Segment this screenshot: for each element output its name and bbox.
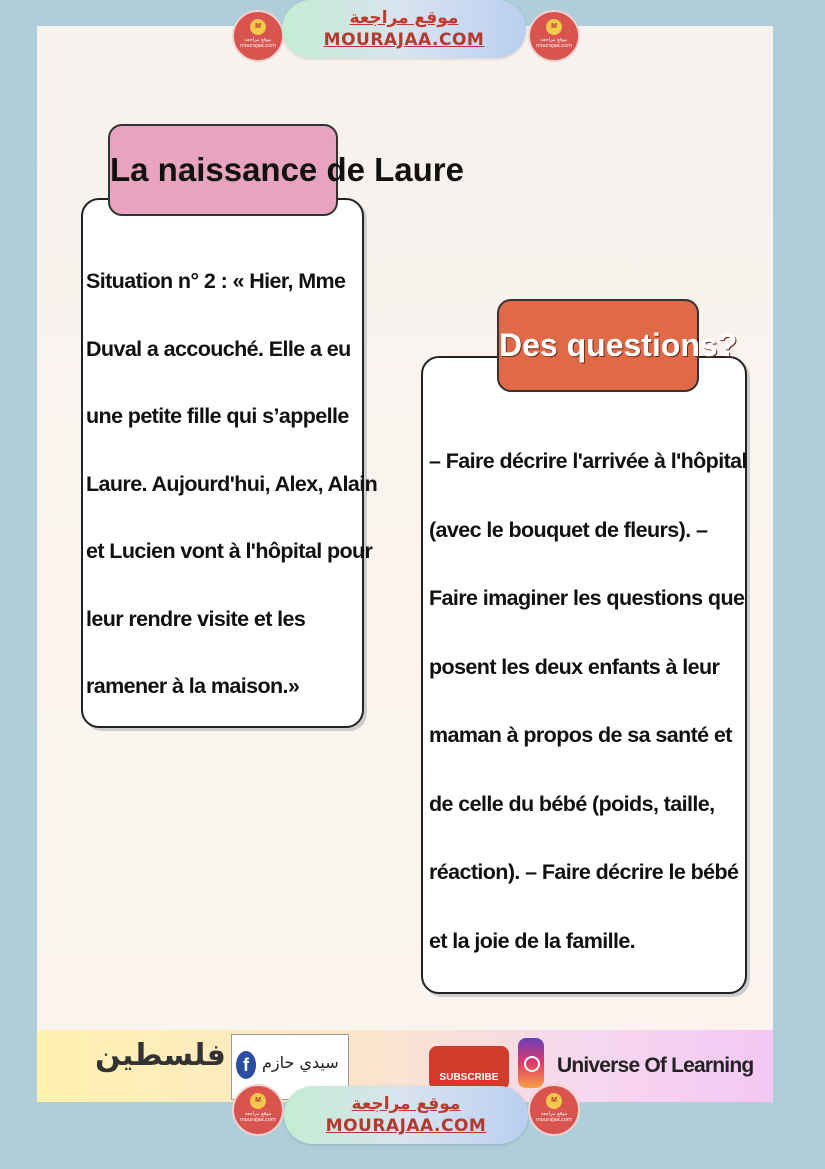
facebook-label: سيدي حازم — [262, 1053, 339, 1072]
questions-card — [421, 356, 747, 994]
logo-url: mourajaa.com — [239, 1116, 276, 1123]
text-line: de celle du bébé (poids, taille, — [429, 791, 715, 816]
situation-text — [86, 248, 378, 721]
footer-logo-left — [232, 1084, 284, 1136]
logo-url: mourajaa.com — [535, 1116, 572, 1123]
subscribe-badge — [429, 1046, 509, 1090]
logo-text: موقع مراجعة — [244, 37, 272, 43]
logo-url: mourajaa.com — [535, 42, 572, 49]
logo-text: موقع مراجعة — [540, 1111, 568, 1117]
logo-url: mourajaa.com — [239, 42, 276, 49]
text-line: maman à propos de sa santé et — [429, 723, 732, 747]
text-line: une petite fille qui s’appelle — [86, 404, 349, 428]
logo-text: موقع مراجعة — [540, 37, 568, 43]
questions-title-text: Des questions? — [499, 327, 738, 363]
footer-arabic-title[interactable]: موقع مراجعة — [351, 1094, 461, 1114]
footer-banner[interactable] — [284, 1086, 528, 1144]
text-line: Faire imaginer les questions que — [429, 586, 745, 610]
situation-card — [81, 198, 378, 728]
text-line: et la joie de la famille. — [429, 928, 636, 953]
footer-logo-right — [528, 1084, 580, 1136]
text-line: (avec le bouquet de fleurs). – — [429, 517, 708, 542]
strip-brand: فلسطين — [95, 1038, 226, 1073]
footer-site-link[interactable]: MOURAJAA.COM — [325, 1116, 487, 1136]
header-banner[interactable] — [282, 0, 526, 58]
questions-text — [429, 427, 747, 975]
text-line: Duval a accouché. Elle a eu — [86, 336, 351, 361]
header-arabic-title[interactable]: موقع مراجعة — [349, 8, 459, 28]
site-logo-right — [528, 10, 580, 62]
logo-mark-icon: M — [250, 19, 266, 35]
text-line: Laure. Aujourd'hui, Alex, Alain — [86, 471, 378, 496]
text-line: réaction). – Faire décrire le bébé — [429, 860, 739, 884]
questions-title — [497, 299, 738, 392]
logo-mark-icon: M — [546, 19, 562, 35]
situation-title — [108, 124, 464, 216]
logo-text: موقع مراجعة — [244, 1111, 272, 1117]
logo-mark-icon: M — [546, 1093, 562, 1109]
text-line: posent les deux enfants à leur — [429, 654, 720, 679]
text-line: leur rendre visite et les — [86, 606, 306, 631]
instagram-icon — [518, 1038, 544, 1088]
subscribe-label: SUBSCRIBE — [439, 1072, 499, 1083]
text-line: ramener à la maison.» — [86, 674, 300, 698]
facebook-icon: f — [236, 1051, 256, 1079]
situation-title-text: La naissance de Laure — [110, 151, 464, 188]
text-line: et Lucien vont à l'hôpital pour — [86, 539, 373, 563]
header-site-link[interactable]: MOURAJAA.COM — [323, 30, 485, 50]
site-logo-left — [232, 10, 284, 62]
channel-name: Universe Of Learning — [557, 1054, 754, 1077]
text-line: Situation n° 2 : « Hier, Mme — [86, 269, 346, 293]
logo-mark-icon: M — [250, 1093, 266, 1109]
text-line: – Faire décrire l'arrivée à l'hôpital — [429, 449, 747, 473]
